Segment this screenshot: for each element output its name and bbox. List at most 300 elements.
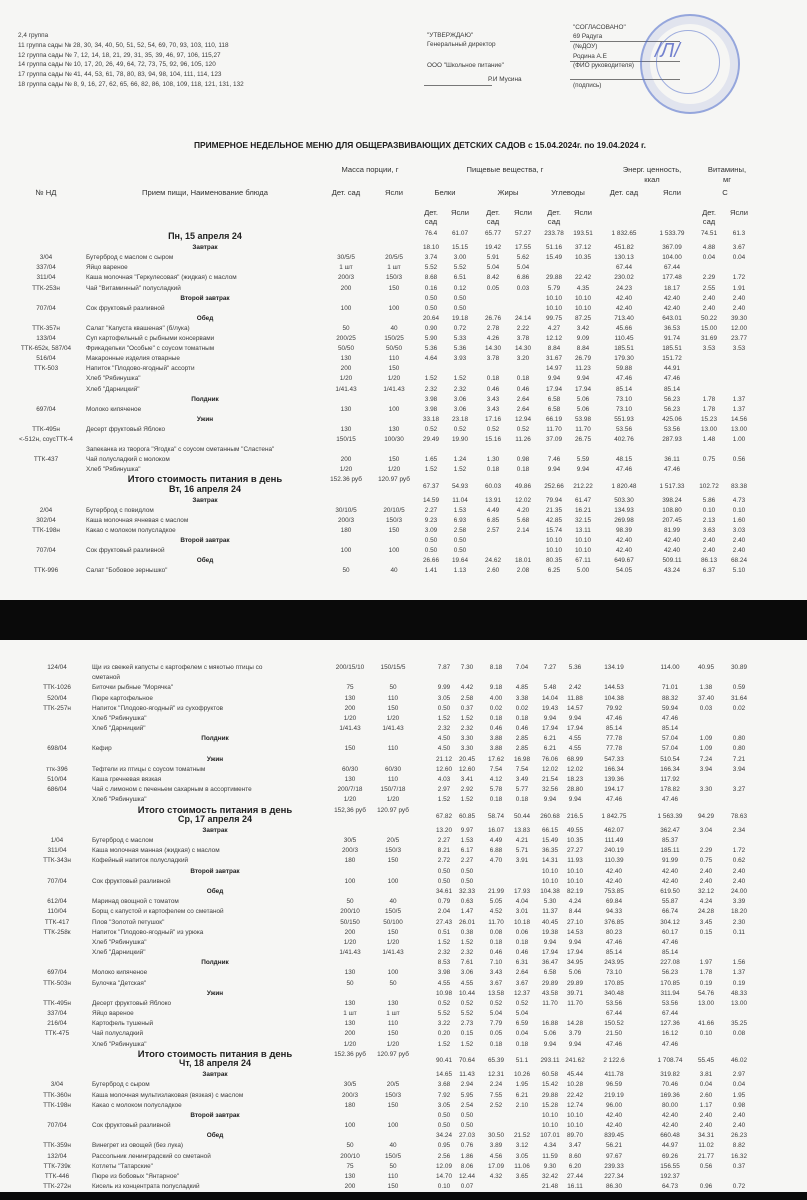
value-energy-kg: 98.39 bbox=[616, 526, 632, 534]
value-vitc-nursery: 24.00 bbox=[731, 887, 747, 895]
value-carbs-kg: 36.35 bbox=[542, 847, 558, 855]
group-list-line: 18 группа сады № 8, 9, 16, 27, 62, 65, 66, 82, 86, 108, 109, 118, 121, 131, 132 bbox=[18, 81, 244, 88]
value-carbs-kg: 42.85 bbox=[546, 516, 562, 524]
value-protein-nursery: 12.60 bbox=[459, 765, 475, 773]
value-mass-nursery: 150 bbox=[388, 526, 400, 534]
value-carbs-kg: 36.47 bbox=[542, 959, 558, 967]
value-energy-nursery: 85.37 bbox=[662, 837, 678, 845]
value-fat-nursery: 7.54 bbox=[515, 765, 529, 773]
value-vitc-kg: 1.78 bbox=[702, 395, 716, 403]
value-carbs-nursery: 193.51 bbox=[573, 230, 593, 237]
value-carbs-kg: 10.10 bbox=[546, 537, 562, 544]
value-protein-kg: 0.50 bbox=[437, 1111, 451, 1119]
value-energy-kg: 104.38 bbox=[604, 694, 624, 702]
meal-title: Второй завтрак bbox=[180, 537, 230, 544]
value-vitc-nursery: 0.37 bbox=[732, 1162, 746, 1170]
value-energy-kg: 170.85 bbox=[604, 979, 624, 987]
value-mass-kg: 200/15/10 bbox=[335, 664, 365, 671]
value-protein-nursery: 0.37 bbox=[460, 704, 474, 712]
value-carbs-kg: 99.75 bbox=[546, 314, 562, 322]
value-protein-nursery: 70.64 bbox=[459, 1057, 475, 1065]
agreement-text: (подпись) bbox=[573, 82, 602, 89]
agreement-text: Родина А.Е bbox=[573, 53, 607, 60]
value-fat-nursery: 14.30 bbox=[515, 345, 531, 353]
dish-name: Яйцо вареное bbox=[86, 264, 128, 272]
value-mass-kg: 200/10 bbox=[340, 1152, 360, 1160]
value-energy-nursery: 60.17 bbox=[662, 928, 678, 936]
value-mass-kg: 1/41.43 bbox=[335, 385, 357, 393]
day-title: Пн, 15 апреля 24 bbox=[168, 231, 242, 241]
value-energy-nursery: 287.93 bbox=[662, 436, 682, 443]
value-vitc-nursery: 30.89 bbox=[731, 664, 747, 671]
meal-title: Ужин bbox=[206, 755, 224, 763]
value-carbs-nursery: 9.94 bbox=[576, 466, 590, 474]
recipe-code: <-512н, соусТТК-4 bbox=[19, 436, 73, 443]
value-protein-kg: 3.68 bbox=[437, 1081, 451, 1089]
group-list-line: 11 группа сады № 28, 30, 34, 40, 50, 51, 52, 54, 69, 70, 93, 103, 110, 118 bbox=[18, 41, 229, 49]
value-carbs-kg: 10.10 bbox=[546, 304, 562, 312]
value-fat-kg: 2.78 bbox=[486, 324, 500, 332]
subheader-det: Дет. bbox=[702, 208, 716, 217]
value-mass-nursery: 120.97 руб bbox=[377, 1050, 409, 1058]
value-energy-nursery: 619.50 bbox=[660, 887, 680, 895]
value-carbs-nursery: 9.94 bbox=[568, 938, 582, 946]
value-fat-kg: 3.43 bbox=[486, 395, 500, 403]
value-energy-nursery: 56.23 bbox=[664, 395, 680, 403]
value-energy-kg: 97.67 bbox=[606, 1152, 622, 1160]
subheader-sad: сад bbox=[486, 217, 500, 226]
value-energy-nursery: 643.01 bbox=[662, 314, 682, 322]
value-mass-kg: 75 bbox=[346, 1162, 354, 1170]
value-energy-kg: 134.93 bbox=[614, 506, 634, 514]
value-carbs-kg: 10.10 bbox=[542, 867, 558, 875]
value-energy-nursery: 56.23 bbox=[664, 405, 680, 413]
recipe-code: 311/04 bbox=[47, 847, 67, 855]
value-energy-nursery: 117.92 bbox=[660, 775, 680, 783]
value-fat-kg: 0.46 bbox=[489, 949, 503, 957]
value-protein-kg: 1.52 bbox=[424, 375, 438, 383]
value-mass-nursery: 100/30 bbox=[384, 436, 404, 443]
value-mass-nursery: 60/30 bbox=[385, 765, 401, 773]
value-vitc-kg: 0.96 bbox=[699, 1183, 713, 1191]
value-fat-nursery: 6.86 bbox=[516, 274, 530, 282]
dish-name: Суп картофельный с рыбными консервами bbox=[86, 335, 215, 342]
value-protein-kg: 1.41 bbox=[424, 567, 438, 575]
dish-name: Бутерброд с повидлом bbox=[86, 506, 154, 514]
value-carbs-nursery: 10.10 bbox=[575, 294, 591, 302]
value-energy-kg: 42.40 bbox=[616, 547, 632, 555]
value-fat-kg: 4.70 bbox=[489, 857, 503, 865]
value-protein-kg: 9.99 bbox=[437, 684, 451, 692]
value-protein-nursery: 0.76 bbox=[460, 1142, 474, 1150]
value-vitc-kg: 2.40 bbox=[699, 877, 713, 885]
value-protein-kg: 1.52 bbox=[437, 796, 451, 804]
value-carbs-kg: 9.94 bbox=[543, 714, 557, 722]
value-fat-kg: 1.30 bbox=[486, 456, 500, 464]
value-carbs-kg: 5.79 bbox=[547, 284, 561, 292]
dish-name: Сок фруктовый разливной bbox=[92, 877, 171, 885]
value-energy-kg: 45.66 bbox=[616, 324, 632, 332]
value-carbs-nursery: 5.00 bbox=[576, 567, 590, 575]
value-mass-kg: 50 bbox=[342, 567, 350, 575]
recipe-code: ТТК-437 bbox=[33, 456, 59, 464]
value-fat-nursery: 3.05 bbox=[515, 1152, 529, 1160]
value-mass-nursery: 40 bbox=[389, 898, 397, 906]
value-energy-kg: 110.45 bbox=[614, 335, 634, 342]
meal-title: Завтрак bbox=[192, 244, 218, 252]
value-energy-kg: 53.56 bbox=[606, 999, 622, 1007]
value-fat-nursery: 2.85 bbox=[515, 745, 529, 753]
value-fat-nursery: 12.94 bbox=[515, 415, 531, 423]
column-header-nursery: Ясли bbox=[663, 188, 681, 197]
dish-name: Каша гречневая вязкая bbox=[92, 775, 162, 783]
subheader-nursery: Ясли bbox=[574, 208, 592, 217]
value-carbs-nursery: 11.70 bbox=[567, 999, 583, 1007]
value-protein-nursery: 1.24 bbox=[453, 456, 467, 464]
value-energy-nursery: 44.91 bbox=[664, 365, 680, 373]
value-fat-nursery: 5.62 bbox=[516, 254, 530, 262]
value-carbs-kg: 21.35 bbox=[546, 506, 562, 514]
value-mass-kg: 130 bbox=[344, 969, 356, 977]
value-energy-nursery: 185.11 bbox=[660, 847, 680, 855]
agreement-text: (№ДОУ) bbox=[573, 43, 598, 50]
value-fat-nursery: 0.46 bbox=[515, 949, 529, 957]
dish-name: Хлеб "Дарницкий" bbox=[86, 385, 140, 393]
value-fat-nursery: 0.52 bbox=[516, 425, 530, 433]
value-energy-kg: 85.14 bbox=[616, 385, 632, 393]
value-carbs-kg: 9.94 bbox=[547, 375, 561, 383]
value-vitc-nursery: 1.00 bbox=[732, 436, 746, 443]
value-energy-kg: 53.56 bbox=[616, 425, 632, 433]
value-carbs-kg: 107.01 bbox=[540, 1132, 560, 1140]
value-vitc-kg: 2.29 bbox=[699, 847, 713, 855]
value-fat-nursery: 5.04 bbox=[516, 264, 530, 272]
value-carbs-nursery: 10.35 bbox=[567, 837, 583, 845]
column-header-carbs: Углеводы bbox=[551, 188, 585, 197]
value-energy-nursery: 66.74 bbox=[662, 908, 678, 916]
dish-name: Чай с лимоном с печеньем сахарным в ассортименте bbox=[92, 786, 252, 794]
value-energy-kg: 411.78 bbox=[604, 1071, 624, 1079]
value-carbs-nursery: 5.06 bbox=[568, 969, 582, 977]
value-fat-nursery: 50.44 bbox=[514, 812, 530, 820]
value-mass-kg: 1/41.43 bbox=[339, 949, 361, 957]
value-protein-nursery: 3.06 bbox=[453, 405, 467, 413]
value-carbs-nursery: 14.28 bbox=[567, 1020, 583, 1028]
value-vitc-nursery: 0.04 bbox=[732, 1081, 746, 1089]
value-fat-nursery: 2.10 bbox=[515, 1101, 529, 1109]
dish-name: Хлеб "Рябинушка" bbox=[92, 1040, 147, 1048]
subheader-sad: сад bbox=[547, 217, 561, 226]
value-carbs-nursery: 22.42 bbox=[575, 274, 591, 282]
value-fat-kg: 7.79 bbox=[489, 1020, 503, 1028]
value-fat-nursery: 18.01 bbox=[515, 557, 531, 565]
column-header-vit-c: С bbox=[722, 188, 728, 197]
value-carbs-kg: 15.49 bbox=[542, 837, 558, 845]
value-fat-kg: 24.62 bbox=[485, 557, 501, 565]
recipe-code: ТТК-272н bbox=[43, 1183, 71, 1191]
value-protein-kg: 0.10 bbox=[437, 1183, 451, 1191]
value-carbs-nursery: 9.94 bbox=[576, 375, 590, 383]
value-energy-kg: 96.00 bbox=[606, 1101, 622, 1109]
value-vitc-kg: 41.66 bbox=[698, 1020, 714, 1028]
value-carbs-nursery: 10.10 bbox=[575, 547, 591, 555]
page-title: ПРИМЕРНОЕ НЕДЕЛЬНОЕ МЕНЮ ДЛЯ ОБЩЕРАЗВИВАЮЩИХ ДЕТСКИХ САДОВ с 15.04.2024г. по 19.04.2024 г. bbox=[194, 140, 646, 150]
value-protein-kg: 8.53 bbox=[437, 959, 451, 967]
value-protein-nursery: 0.50 bbox=[453, 537, 467, 544]
value-fat-nursery: 2.14 bbox=[516, 526, 530, 534]
recipe-code: ТТК-996 bbox=[33, 567, 59, 575]
value-energy-nursery: 170.85 bbox=[660, 979, 680, 987]
value-carbs-kg: 11.37 bbox=[542, 908, 558, 916]
column-header-dish: Прием пищи, Наименование блюда bbox=[142, 188, 268, 197]
value-carbs-nursery: 37.12 bbox=[575, 244, 591, 252]
dish-name: Напиток "Плодово-ягодный" из урюка bbox=[92, 928, 204, 936]
recipe-code: 337/04 bbox=[47, 1010, 67, 1018]
value-vitc-kg: 2.13 bbox=[702, 516, 716, 524]
value-energy-nursery: 43.24 bbox=[664, 567, 680, 575]
value-protein-nursery: 0.52 bbox=[453, 425, 467, 433]
value-fat-nursery: 10.18 bbox=[514, 918, 530, 926]
approval-text: Р.И Мусина bbox=[488, 76, 522, 83]
value-vitc-nursery: 3.27 bbox=[732, 786, 746, 794]
value-protein-nursery: 26.01 bbox=[459, 918, 475, 926]
value-energy-nursery: 207.45 bbox=[662, 516, 682, 524]
dish-name: Хлеб "Рябинушка" bbox=[92, 938, 147, 946]
value-mass-nursery: 130 bbox=[387, 999, 399, 1007]
value-mass-nursery: 150/3 bbox=[385, 847, 401, 855]
dish-name: Яйцо вареное bbox=[92, 1010, 134, 1018]
value-vitc-nursery: 0.10 bbox=[732, 506, 746, 514]
dish-name: Кисель из концентрата полусладкий bbox=[92, 1183, 200, 1191]
value-energy-kg: 42.40 bbox=[616, 294, 632, 302]
value-mass-nursery: 20/5 bbox=[386, 1081, 400, 1089]
value-mass-nursery: 150 bbox=[387, 1101, 399, 1109]
value-vitc-nursery: 3.03 bbox=[732, 526, 746, 534]
value-fat-kg: 5.04 bbox=[489, 1010, 503, 1018]
value-energy-kg: 134.19 bbox=[604, 664, 624, 671]
dish-name: Сок фруктовый разливной bbox=[86, 547, 165, 555]
value-carbs-kg: 19.43 bbox=[542, 704, 558, 712]
value-protein-kg: 0.50 bbox=[424, 304, 438, 312]
value-protein-nursery: 0.63 bbox=[460, 898, 474, 906]
subheader-det: Дет. bbox=[486, 208, 500, 217]
value-carbs-nursery: 5.36 bbox=[568, 664, 582, 671]
value-fat-nursery: 51.1 bbox=[515, 1057, 529, 1065]
value-mass-kg: 50 bbox=[342, 324, 350, 332]
recipe-code: ТТК-446 bbox=[44, 1173, 70, 1180]
recipe-code: ттк-396 bbox=[46, 765, 68, 773]
value-energy-nursery: 367.09 bbox=[662, 244, 682, 252]
value-protein-nursery: 61.07 bbox=[452, 230, 468, 237]
value-protein-nursery: 1.53 bbox=[460, 837, 474, 845]
value-energy-kg: 240.19 bbox=[604, 847, 624, 855]
value-fat-kg: 5.78 bbox=[489, 786, 503, 794]
value-fat-kg: 0.05 bbox=[489, 1030, 503, 1038]
value-vitc-kg: 34.31 bbox=[698, 1132, 714, 1140]
dish-name: сметаной bbox=[92, 674, 120, 682]
value-energy-nursery: 156.55 bbox=[660, 1162, 680, 1170]
value-mass-kg: 130 bbox=[344, 1020, 356, 1028]
value-fat-nursery: 0.04 bbox=[515, 1030, 529, 1038]
value-carbs-nursery: 27.10 bbox=[567, 918, 583, 926]
value-vitc-kg: 0.04 bbox=[699, 1081, 713, 1089]
value-protein-nursery: 2.32 bbox=[460, 725, 474, 733]
value-protein-kg: 14.59 bbox=[423, 496, 439, 504]
value-protein-kg: 3.05 bbox=[437, 1101, 451, 1109]
value-carbs-kg: 7.27 bbox=[543, 664, 557, 671]
recipe-code: ТТК-1026 bbox=[43, 684, 71, 692]
value-carbs-nursery: 32.15 bbox=[575, 516, 591, 524]
value-fat-kg: 0.02 bbox=[489, 704, 503, 712]
value-carbs-nursery: 14.57 bbox=[567, 704, 583, 712]
value-energy-kg: 139.36 bbox=[604, 775, 624, 783]
dish-name: Каша молочная ячневая с маслом bbox=[86, 516, 189, 524]
value-fat-kg: 4.12 bbox=[489, 775, 503, 783]
value-mass-nursery: 40 bbox=[389, 1142, 397, 1150]
subheader-nursery: Ясли bbox=[730, 208, 748, 217]
value-fat-kg: 7.54 bbox=[489, 765, 503, 773]
value-mass-nursery: 150/5 bbox=[385, 908, 401, 916]
value-carbs-nursery: 3.42 bbox=[576, 324, 590, 332]
value-carbs-kg: 6.21 bbox=[543, 735, 557, 743]
value-mass-nursery: 110 bbox=[387, 1173, 399, 1180]
value-energy-nursery: 47.46 bbox=[662, 714, 678, 722]
value-carbs-kg: 4.34 bbox=[543, 1142, 557, 1150]
value-protein-kg: 2.04 bbox=[437, 908, 451, 916]
value-protein-kg: 4.03 bbox=[437, 775, 451, 783]
value-fat-kg: 19.42 bbox=[485, 244, 501, 252]
value-vitc-kg: 0.75 bbox=[702, 456, 716, 464]
value-mass-kg: 130 bbox=[344, 1173, 356, 1180]
value-energy-kg: 551.93 bbox=[614, 415, 634, 423]
value-carbs-kg: 40.45 bbox=[542, 918, 558, 926]
value-mass-kg: 200/3 bbox=[338, 274, 354, 282]
value-mass-kg: 100 bbox=[340, 547, 352, 555]
value-carbs-nursery: 9.94 bbox=[568, 1040, 582, 1048]
value-fat-nursery: 3.01 bbox=[515, 908, 529, 916]
value-energy-nursery: 53.56 bbox=[662, 999, 678, 1007]
value-protein-nursery: 4.42 bbox=[460, 684, 474, 692]
value-protein-kg: 8.21 bbox=[437, 847, 451, 855]
value-mass-kg: 200 bbox=[340, 456, 352, 464]
value-fat-kg: 13.58 bbox=[488, 989, 504, 997]
value-energy-kg: 243.95 bbox=[604, 959, 624, 967]
value-carbs-kg: 9.30 bbox=[543, 1162, 557, 1170]
value-carbs-kg: 10.10 bbox=[542, 877, 558, 885]
value-protein-kg: 2.32 bbox=[437, 949, 451, 957]
subheader-det: Дет. bbox=[424, 208, 438, 217]
value-mass-nursery: 150/3 bbox=[385, 1091, 401, 1099]
value-protein-kg: 0.52 bbox=[437, 999, 451, 1007]
recipe-code: 686/04 bbox=[47, 786, 67, 794]
value-energy-kg: 839.45 bbox=[604, 1132, 624, 1140]
value-vitc-nursery: 23.77 bbox=[731, 335, 747, 342]
value-energy-nursery: 304.12 bbox=[660, 918, 680, 926]
value-energy-kg: 503.30 bbox=[614, 496, 634, 504]
value-vitc-nursery: 2.40 bbox=[732, 304, 746, 312]
recipe-code: ТТК-503н bbox=[43, 979, 71, 987]
value-carbs-nursery: 216.5 bbox=[567, 812, 583, 820]
value-fat-nursery: 24.14 bbox=[515, 314, 531, 322]
value-protein-nursery: 10.44 bbox=[459, 989, 475, 997]
value-carbs-kg: 32.56 bbox=[542, 786, 558, 794]
value-protein-kg: 14.70 bbox=[436, 1173, 452, 1180]
recipe-code: 707/04 bbox=[47, 877, 67, 885]
value-vitc-kg: 2.60 bbox=[699, 1091, 713, 1099]
dish-name: Картофель тушеный bbox=[92, 1020, 154, 1028]
value-protein-kg: 5.52 bbox=[424, 264, 438, 272]
value-protein-nursery: 32.33 bbox=[459, 887, 475, 895]
value-carbs-nursery: 4.24 bbox=[568, 898, 582, 906]
value-fat-kg: 0.52 bbox=[486, 425, 500, 433]
value-mass-kg: 130 bbox=[340, 425, 352, 433]
dish-name: Хлеб "Рябинушка" bbox=[92, 796, 147, 804]
recipe-code: 311/04 bbox=[36, 274, 56, 282]
value-fat-nursery: 3.91 bbox=[515, 857, 529, 865]
value-carbs-kg: 21.48 bbox=[542, 1183, 558, 1191]
value-protein-nursery: 1.52 bbox=[460, 938, 474, 946]
value-fat-kg: 4.32 bbox=[489, 1173, 503, 1180]
value-energy-kg: 54.05 bbox=[616, 567, 632, 575]
menu-page-2 bbox=[0, 640, 807, 1192]
value-protein-nursery: 3.93 bbox=[453, 355, 467, 363]
column-header-nursery: Ясли bbox=[385, 188, 403, 197]
value-fat-kg: 12.31 bbox=[488, 1071, 504, 1079]
value-protein-kg: 0.90 bbox=[424, 324, 438, 332]
value-fat-nursery: 11.06 bbox=[514, 1162, 530, 1170]
value-mass-kg: 130 bbox=[340, 355, 352, 363]
value-fat-kg: 65.39 bbox=[488, 1057, 504, 1065]
value-carbs-nursery: 3.79 bbox=[568, 1030, 582, 1038]
value-protein-kg: 26.66 bbox=[423, 557, 439, 565]
value-carbs-kg: 31.67 bbox=[546, 355, 562, 363]
value-fat-kg: 0.05 bbox=[486, 284, 500, 292]
value-vitc-kg: 4.88 bbox=[702, 244, 716, 252]
value-carbs-nursery: 9.94 bbox=[568, 714, 582, 722]
value-mass-kg: 1/20 bbox=[339, 375, 353, 383]
value-protein-nursery: 19.18 bbox=[452, 314, 468, 322]
column-header-kg: Дет. сад bbox=[609, 188, 639, 197]
value-fat-kg: 17.62 bbox=[488, 755, 504, 763]
value-carbs-kg: 8.84 bbox=[547, 345, 561, 353]
value-mass-kg: 152,36 руб bbox=[334, 806, 366, 814]
value-mass-nursery: 1/20 bbox=[386, 1040, 400, 1048]
column-header-nutrients: Пищевые вещества, г bbox=[466, 165, 544, 174]
value-mass-kg: 1/20 bbox=[343, 938, 357, 946]
day-title: Вт, 16 апреля 24 bbox=[168, 483, 242, 494]
value-energy-kg: 166.34 bbox=[604, 765, 624, 773]
value-protein-nursery: 27.03 bbox=[459, 1132, 475, 1140]
recipe-code: 707/04 bbox=[47, 1122, 67, 1130]
value-vitc-nursery: 31.64 bbox=[731, 694, 747, 702]
value-energy-nursery: 47.46 bbox=[662, 796, 678, 804]
value-energy-nursery: 42.40 bbox=[664, 547, 680, 555]
value-vitc-kg: 3.45 bbox=[699, 918, 713, 926]
value-energy-nursery: 42.40 bbox=[662, 1111, 678, 1119]
value-vitc-kg: 4.24 bbox=[699, 898, 713, 906]
value-vitc-nursery: 26.23 bbox=[731, 1132, 747, 1140]
value-carbs-kg: 66.19 bbox=[546, 415, 562, 423]
value-carbs-nursery: 3.47 bbox=[568, 1142, 582, 1150]
value-mass-kg: 30/5 bbox=[343, 837, 357, 845]
value-protein-kg: 27.43 bbox=[436, 918, 452, 926]
value-mass-nursery: 150/25 bbox=[384, 335, 404, 342]
value-energy-kg: 47.46 bbox=[606, 714, 622, 722]
value-protein-nursery: 8.06 bbox=[460, 1162, 474, 1170]
value-carbs-nursery: 6.20 bbox=[568, 1162, 582, 1170]
value-energy-nursery: 42.40 bbox=[662, 867, 678, 875]
value-vitc-nursery: 4.73 bbox=[732, 496, 746, 504]
